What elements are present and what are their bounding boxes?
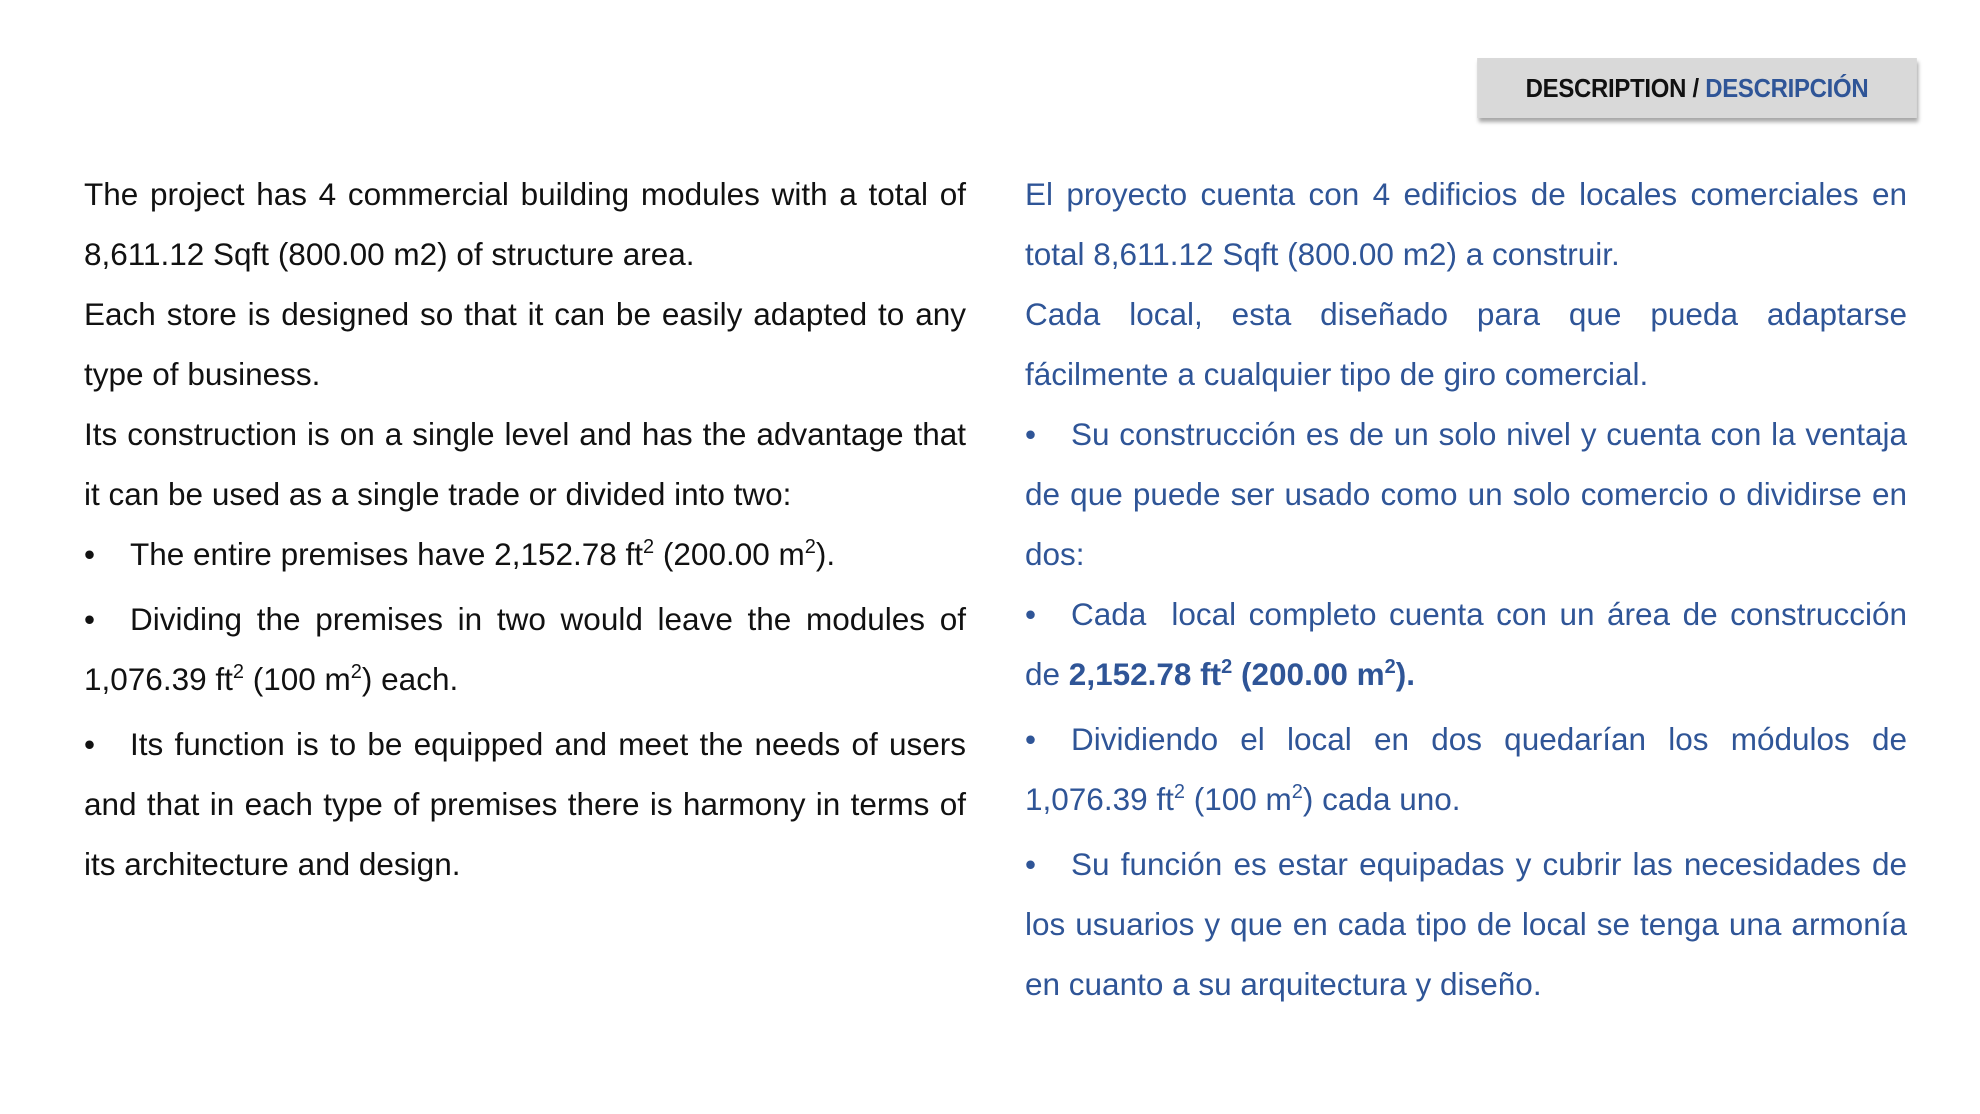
bullet-icon: • [1025,416,1037,452]
spanish-bullet-2-area-a: 2,152.78 ft [1068,656,1222,692]
spanish-bullet-1-text: Su construcción es de un solo nivel y cuenta con la ventaja de que puede ser usado como un solo comercio o dividirse en dos: [1025,416,1907,572]
bullet-icon: • [1025,721,1037,757]
spanish-bullet-2-text-a: Cada local completo cuenta con un área de construcción de [1025,596,1916,692]
superscript: 2 [1173,781,1185,803]
spanish-bullet-2-area-b: (200.00 m [1232,656,1385,692]
english-bullet-2 [84,589,966,714]
english-bullet-1-text-b: (200.00 m [654,536,805,572]
english-paragraph-3: Its construction is on a single level and has the advantage that it can be used as a single trade or divided into two: [84,416,966,512]
english-bullet-3 [84,714,966,894]
superscript: 2 [643,536,655,558]
english-bullet-3-text: Its function is to be equipped and meet the needs of users and that in each type of premises there is harmony in terms of its architecture and design. [84,726,966,882]
superscript: 2 [1384,656,1396,678]
english-description-column [84,164,966,894]
spanish-bullet-4-text: Su función es estar equipadas y cubrir las necesidades de los usuarios y que en cada tipo de local se tenga una armonía en cuanto a su arquitectura y diseño. [1025,846,1907,1002]
spanish-bullet-3 [1025,709,1907,834]
spanish-paragraph-1: El proyecto cuenta con 4 edificios de locales comerciales en total 8,611.12 Sqft (800.00 m2) a construir. [1025,176,1907,272]
spanish-description-column [1025,164,1916,1014]
english-bullet-2-text-a: Dividing the premises in two would leave the modules of 1,076.39 ft [84,601,966,697]
english-bullet-1-text-a: The entire premises have 2,152.78 ft [130,536,644,572]
spanish-bullet-2 [1025,584,1916,709]
section-header-badge [1477,58,1917,118]
english-bullet-1-text-c: ). [815,536,836,572]
bullet-icon: • [1025,846,1037,882]
header-separator: / [1686,72,1706,103]
superscript: 2 [1221,656,1233,678]
spanish-bullet-3-text-a: Dividiendo el local en dos quedarían los módulos de 1,076.39 ft [1025,721,1907,817]
bullet-icon: • [84,726,96,762]
spanish-paragraph-2: Cada local, esta diseñado para que pueda adaptarse fácilmente a cualquier tipo de giro comercial. [1025,296,1907,392]
bullet-icon: • [84,601,96,637]
bullet-icon: • [1025,596,1037,632]
bullet-icon: • [84,536,96,572]
english-paragraph-1: The project has 4 commercial building modules with a total of 8,611.12 Sqft (800.00 m2) of structure area. [84,176,966,272]
superscript: 2 [232,661,244,683]
spanish-bullet-3-text-b: (100 m [1185,781,1292,817]
english-paragraph-2: Each store is designed so that it can be easily adapted to any type of business. [84,296,966,392]
spanish-bullet-2-area-c: ). [1395,656,1416,692]
english-bullet-1 [84,524,966,589]
english-bullet-2-text-c: ) each. [361,661,459,697]
spanish-bullet-1 [1025,404,1907,584]
superscript: 2 [804,536,816,558]
superscript: 2 [1291,781,1303,803]
spanish-bullet-3-text-c: ) cada uno. [1302,781,1461,817]
header-title-spanish: DESCRIPCIÓN [1705,72,1869,103]
header-title-english: DESCRIPTION [1525,72,1687,103]
spanish-bullet-4 [1025,834,1907,1014]
superscript: 2 [350,661,362,683]
english-bullet-2-text-b: (100 m [244,661,351,697]
